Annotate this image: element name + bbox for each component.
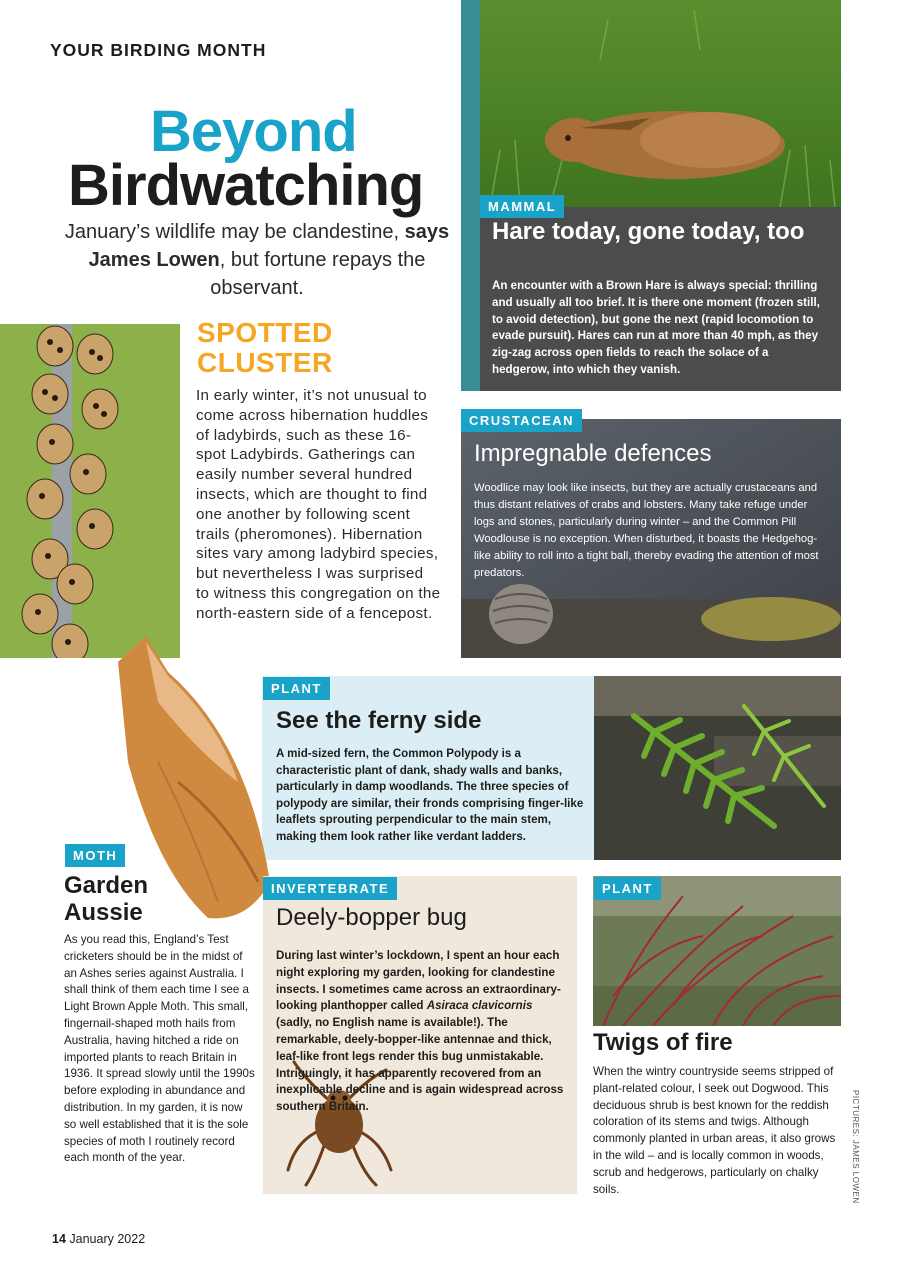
invertebrate-body [276,948,570,1116]
headline-line-2: Birdwatching [68,153,424,218]
ladybird-photo [0,324,180,658]
picture-credit: PICTURES: JAMES LOWEN [851,1090,860,1204]
issue-date: January 2022 [69,1232,146,1246]
ladybird-headline: SPOTTED CLUSTER [197,317,333,378]
page-footer [52,1232,145,1246]
category-label-dogwood: PLANT [594,877,661,900]
crustacean-headline: Impregnable defences [474,440,712,467]
section-tag: YOUR BIRDING MONTH [50,40,267,60]
category-label-invertebrate: INVERTEBRATE [263,877,397,900]
category-label-moth: MOTH [65,844,125,867]
invertebrate-body-tail: (sadly, no English name is available!). The remarkable, deely-bopper-like antennae and thick, leaf-like front legs render this bug unmistakable. Intriguingly, it has apparently recovered from an inexplicable decline and is again widespread across southern Britain. [276,1016,564,1114]
standfirst-tail: , but fortune repays the observant. [210,249,426,299]
invertebrate-species: Asiraca clavicornis [426,999,533,1013]
headline-line-1: Beyond [150,99,357,164]
ladybird-body: In early winter, it’s not unusual to come across hibernation huddles of ladybirds, such as these 16-spot Ladybirds. Gatherings can easily number several hundred insects, which are thought to find one another by following scent trails (pheromones). Hibernation sites vary among ladybird species, but nevertheless I was surprised to witness this congregation on the north-eastern side of a fencepost. [196,387,441,622]
invertebrate-body-lead: During last winter’s lockdown, I spent an hour each night exploring my garden, looking for clandestine insects. I sometimes came across an extraordinary-looking planthopper called [276,949,561,1013]
page-number: 14 [52,1232,66,1246]
category-label-crustacean: CRUSTACEAN [461,409,582,432]
mammal-body: An encounter with a Brown Hare is always special: thrilling and usually all too brief. It is there one moment (frozen still, to avoid detection), but gone the next (rapid locomotion to evade pursuit). Hares can run at more than 40 mph, as they zig-zag across open fields to reach the solace of a hedgerow, into which they vanish. [492,279,820,376]
fern-headline: See the ferny side [276,707,482,734]
hare-accent-stripe [461,0,480,391]
crustacean-body: Woodlice may look like insects, but they are actually crustaceans and thus distant relatives of crabs and lobsters. Many take refuge under logs and stones, particularly during winter – and the Common Pill Woodlouse is no exception. When disturbed, it boasts the Hedgehog-like ability to roll into a tight ball, thereby evading the attention of most predators. [474,482,819,579]
fern-photo [594,676,841,860]
dogwood-headline: Twigs of fire [593,1029,733,1056]
mammal-headline: Hare today, gone today, too [492,218,805,245]
dogwood-body: When the wintry countryside seems stripped of plant-related colour, I seek out Dogwood. This deciduous shrub is best known for the reddish coloration of its stems and twigs. Although commonly planted in urban areas, it also grows in the wild – and is locally common in woods, scrub and hedgerows, particularly on chalky soils. [593,1065,836,1196]
standfirst-author: says James Lowen [88,221,450,271]
invertebrate-headline: Deely-bopper bug [276,904,467,931]
moth-body: As you read this, England’s Test cricketers should be in the midst of an Ashes series against Australia. I shall think of them each time I see a Light Brown Apple Moth. This small, fingernail-shaped moth hails from Australia, having hitched a ride on imported plants to reach Britain in 1936. It spread slowly until the 1990s before exploding in abundance and distribution. In my garden, it is now so well established that it is the sole species of moth I routinely record each month of the year. [64,933,255,1165]
category-label-fern: PLANT [263,677,330,700]
standfirst-lead: January’s wildlife may be clandestine, [64,221,400,243]
fern-body: A mid-sized fern, the Common Polypody is a characteristic plant of dank, shady walls and banks, particularly in damp woodlands. The three species of polypody are similar, their fronds comprising finger-like leaflets sprouting perpendicular to the main stem, making them look rather like verdant ladders. [276,747,584,843]
moth-headline: Garden Aussie [64,872,149,926]
category-label-mammal: MAMMAL [480,195,564,218]
hare-photo [480,0,841,207]
standfirst [62,218,452,302]
